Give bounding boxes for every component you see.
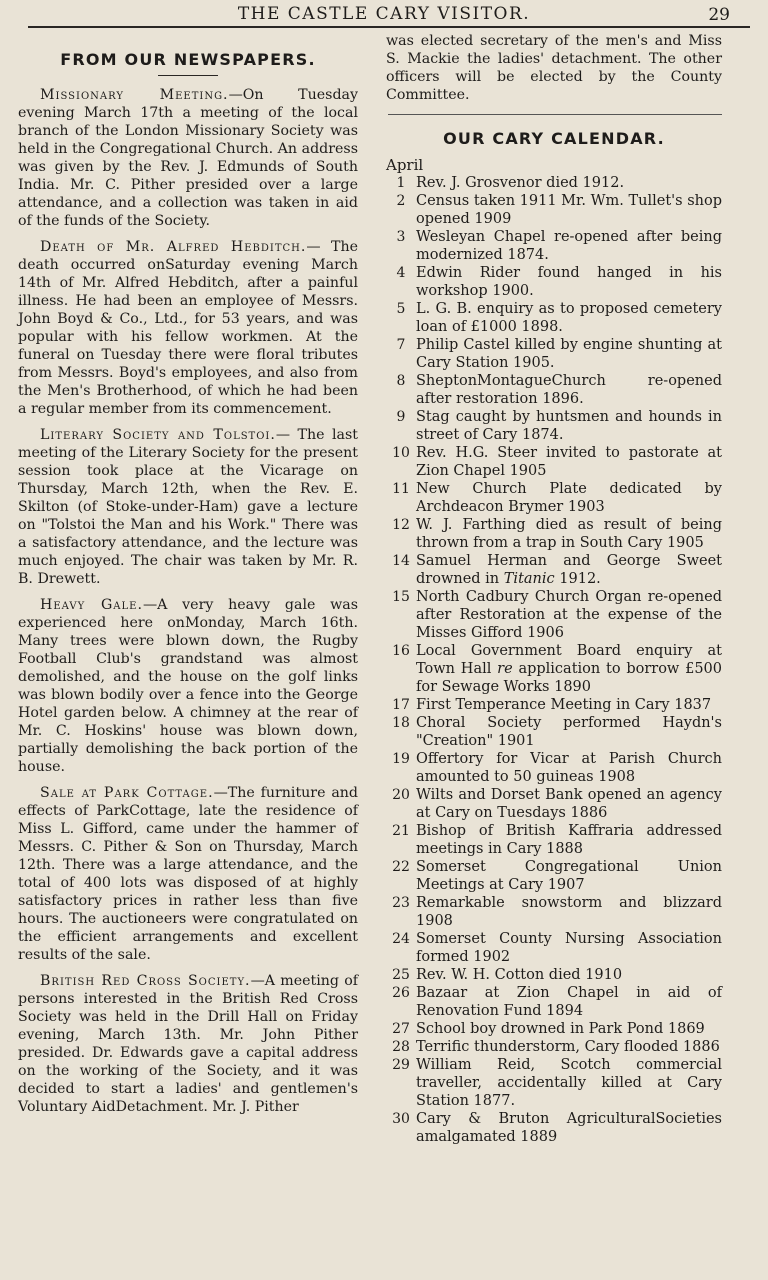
calendar-event: L. G. B. enquiry as to proposed cemetery loan of £1000 1898. [416, 301, 722, 335]
calendar-event: Rev. J. Grosvenor died 1912. [416, 175, 625, 191]
calendar-day: 28 [392, 1039, 410, 1055]
article-red-cross [18, 972, 358, 1116]
calendar-entry [386, 930, 722, 966]
calendar-day: 19 [392, 751, 410, 767]
calendar-event: Remarkable snowstorm and blizzard 1908 [416, 895, 722, 929]
calendar-event: Rev. H.G. Steer invited to pastorate at Zion Chapel 1905 [416, 445, 722, 479]
calendar-month: April [386, 156, 424, 174]
publication-title: THE CASTLE CARY VISITOR. [237, 4, 531, 24]
calendar-event: Bazaar at Zion Chapel in aid of Renovation Fund 1894 [416, 985, 722, 1019]
calendar-entry [386, 588, 722, 642]
calendar-day: 23 [392, 895, 410, 911]
calendar-entry [386, 1056, 722, 1110]
calendar-event: Terrific thunderstorm, Cary flooded 1886 [416, 1039, 720, 1055]
calendar-event: Wilts and Dorset Bank opened an agency at Cary on Tuesdays 1886 [416, 787, 722, 821]
calendar-event: Edwin Rider found hanged in his workshop 1900. [416, 265, 722, 299]
calendar-event: Census taken 1911 Mr. Wm. Tullet's shop opened 1909 [416, 193, 722, 227]
article-body: —A very heavy gale was experienced here onMonday, March 16th. Many trees were blown down, the Rugby Football Club's grandstand was almost demolished, and the house on the golf links was blown bodily over a fence into the George Hotel garden below. A chimney at the rear of Mr. C. Hoskins' house was blown down, partially demolishing the back portion of the house. [18, 597, 359, 775]
calendar-day: 21 [392, 823, 410, 839]
calendar-day: 27 [392, 1021, 410, 1037]
calendar-event: Local Government Board enquiry at Town Hall re application to borrow £500 for Sewage Works 1890 [416, 643, 723, 695]
calendar-day: 20 [392, 787, 410, 803]
calendar-event: Philip Castel killed by engine shunting at Cary Station 1905. [416, 337, 722, 371]
calendar-day: 29 [392, 1057, 410, 1073]
calendar-day: 7 [396, 337, 406, 353]
calendar-event: North Cadbury Church Organ re-opened after Restoration at the expense of the Misses Gifford 1906 [416, 589, 722, 641]
article-literary-society [18, 426, 358, 588]
calendar-entry [386, 516, 722, 552]
calendar-event: Wesleyan Chapel re-opened after being modernized 1874. [416, 229, 722, 263]
calendar-entry [386, 336, 722, 372]
calendar-entry [386, 408, 722, 444]
calendar-entry [386, 1020, 722, 1038]
calendar-entry [386, 552, 722, 588]
calendar-entry [386, 174, 722, 192]
calendar-day: 8 [396, 373, 406, 389]
calendar-day: 25 [392, 967, 410, 983]
calendar-entry [386, 894, 722, 930]
calendar-event: Stag caught by huntsmen and hounds in street of Cary 1874. [416, 409, 722, 443]
calendar-entry [386, 444, 722, 480]
calendar-event: First Temperance Meeting in Cary 1837 [416, 697, 712, 713]
calendar-entry [386, 480, 722, 516]
calendar-day: 9 [396, 409, 406, 425]
calendar-entry [386, 750, 722, 786]
calendar-event: New Church Plate dedicated by Archdeacon Brymer 1903 [416, 481, 722, 515]
article-headline: Heavy Gale. [40, 597, 143, 613]
calendar-event: Somerset County Nursing Association formed 1902 [416, 931, 722, 965]
heading-rule [158, 75, 218, 76]
calendar-entry [386, 192, 722, 228]
calendar-event: Samuel Herman and George Sweet drowned in Titanic 1912. [416, 553, 722, 587]
calendar-day: 15 [392, 589, 410, 605]
calendar-entry [386, 228, 722, 264]
calendar-event: Cary & Bruton AgriculturalSocieties amalgamated 1889 [416, 1111, 722, 1145]
calendar-event: Offertory for Vicar at Parish Church amounted to 50 guineas 1908 [416, 751, 722, 785]
article-body: —On Tuesday evening March 17th a meeting of the local branch of the London Missionary Society was held in the Congregational Church. An address was given by the Rev. J. Edmunds of South India. Mr. C. Pither presided over a large attendance, and a collection was taken in aid of the funds of the Society. [18, 87, 358, 229]
article-heavy-gale [18, 596, 358, 776]
article-death-hebditch [18, 238, 358, 418]
header-rule [28, 26, 750, 28]
calendar-entry [386, 696, 722, 714]
article-headline: Death of Mr. Alfred Hebditch. [40, 239, 307, 255]
newspapers-heading: FROM OUR NEWSPAPERS. [60, 50, 316, 69]
calendar-day: 14 [392, 553, 410, 569]
article-headline: Literary Society and Tolstoi. [40, 427, 276, 443]
calendar-day: 10 [392, 445, 410, 461]
article-body: —The furniture and effects of ParkCottage, late the residence of Miss L. Gifford, came under the hammer of Messrs. C. Pither & Son on Thursday, March 12th. There was a large attendance, and the total of 400 lots was disposed of at highly satisfactory prices in rather less than five hours. The auctioneers were congratulated on the efficient arrangements and excellent results of the sale. [18, 785, 358, 963]
calendar-event: Rev. W. H. Cotton died 1910 [416, 967, 623, 983]
calendar-day: 1 [396, 175, 406, 191]
calendar-event: William Reid, Scotch commercial traveller, accidentally killed at Cary Station 1877. [416, 1057, 722, 1109]
article-body: —A meeting of persons interested in the British Red Cross Society was held in the Drill Hall on Friday evening, March 13th. Mr. John Pither presided. Dr. Edwards gave a capital address on the working of the Society, and it was decided to start a ladies' and gentlemen's Voluntary AidDetachment. Mr. J. Pither [18, 973, 358, 1115]
right-column [386, 32, 722, 1146]
calendar-day: 11 [392, 481, 410, 497]
calendar-day: 22 [392, 859, 410, 875]
calendar-entry [386, 264, 722, 300]
article-sale-park-cottage [18, 784, 358, 964]
article-headline: Missionary Meeting. [40, 87, 229, 103]
left-column [18, 32, 358, 1124]
calendar-event: School boy drowned in Park Pond 1869 [416, 1021, 705, 1037]
calendar-entry [386, 642, 722, 696]
calendar-entry [386, 300, 722, 336]
calendar-heading: OUR CARY CALENDAR. [443, 129, 665, 148]
calendar-entry [386, 822, 722, 858]
calendar-event: Choral Society performed Haydn's "Creation" 1901 [416, 715, 722, 749]
article-body: — The death occurred onSaturday evening March 14th of Mr. Alfred Hebditch, after a painful illness. He had been an employee of Messrs. John Boyd & Co., Ltd., for 53 years, and was popular with his fellow workmen. At the funeral on Tuesday there were floral tributes from Messrs. Boyd's employees, and also from the Men's Brotherhood, of which he had been a regular member from its commencement. [18, 239, 358, 417]
calendar-day: 26 [392, 985, 410, 1001]
calendar-event: W. J. Farthing died as result of being thrown from a trap in South Cary 1905 [416, 517, 722, 551]
calendar-entry [386, 372, 722, 408]
calendar-day: 3 [396, 229, 406, 245]
italic-term: Titanic [503, 571, 555, 587]
article-missionary-meeting [18, 86, 358, 230]
italic-term: re [497, 661, 513, 677]
calendar-list [386, 174, 722, 1146]
running-head [0, 2, 768, 26]
calendar-entry [386, 1110, 722, 1146]
calendar-entry [386, 984, 722, 1020]
article-headline: Sale at Park Cottage. [40, 785, 214, 801]
calendar-entry [386, 714, 722, 750]
calendar-event: Bishop of British Kaffraria addressed meetings in Cary 1888 [416, 823, 722, 857]
calendar-entry [386, 1038, 722, 1056]
calendar-event: SheptonMontagueChurch re-opened after restoration 1896. [416, 373, 722, 407]
page-number: 29 [708, 5, 730, 25]
calendar-day: 16 [392, 643, 410, 659]
calendar-event: Somerset Congregational Union Meetings at Cary 1907 [416, 859, 722, 893]
calendar-entry [386, 858, 722, 894]
calendar-day: 18 [392, 715, 410, 731]
calendar-entry [386, 786, 722, 822]
section-divider [388, 114, 722, 115]
article-continuation: was elected secretary of the men's and Miss S. Mackie the ladies' detachment. The other officers will be elected by the County Committee. [386, 33, 722, 103]
calendar-day: 24 [392, 931, 410, 947]
calendar-day: 30 [392, 1111, 410, 1127]
calendar-day: 4 [396, 265, 406, 281]
calendar-day: 17 [392, 697, 410, 713]
calendar-day: 5 [396, 301, 406, 317]
article-body: — The last meeting of the Literary Society for the present session took place at the Vicarage on Thursday, March 12th, when the Rev. E. Skilton (of Stoke-under-Ham) gave a lecture on "Tolstoi the Man and his Work." There was a satisfactory attendance, and the lecture was much enjoyed. The chair was taken by Mr. R. B. Drewett. [18, 427, 358, 587]
article-headline: British Red Cross Society. [40, 973, 251, 989]
calendar-day: 2 [396, 193, 406, 209]
calendar-entry [386, 966, 722, 984]
calendar-day: 12 [392, 517, 410, 533]
